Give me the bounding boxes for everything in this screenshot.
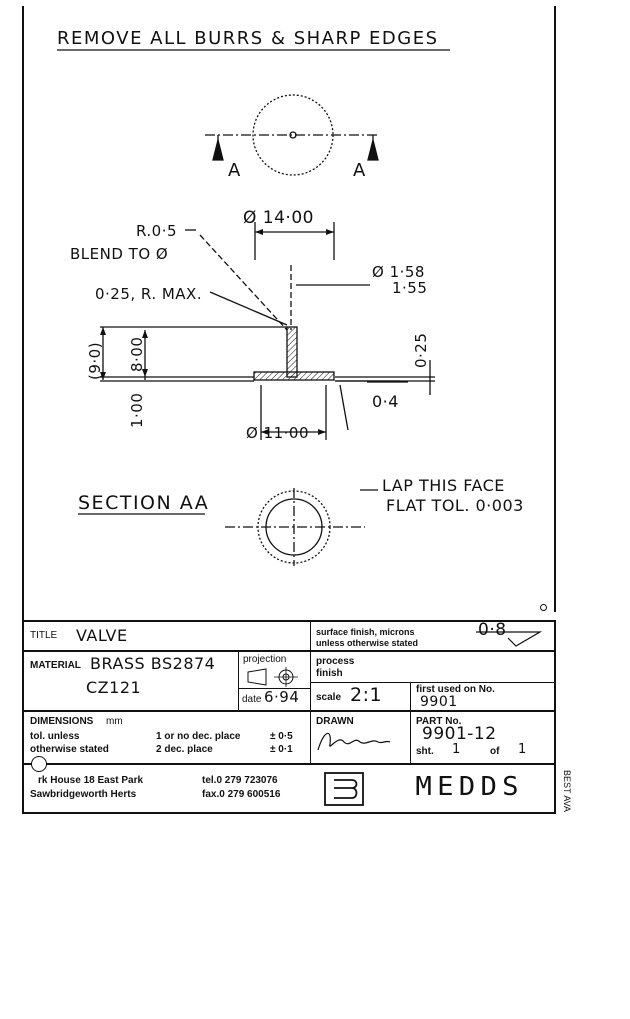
of-value: 1 [518,742,527,757]
otherwise-stated: otherwise stated [30,744,109,755]
sheet-label: sht. [416,746,434,757]
dim-dia-158: Ø 1·58 [372,263,425,281]
corner-mark [540,604,547,611]
tol-row1-text: 1 or no dec. place [156,731,241,742]
dim-9-arrow-top [100,327,106,335]
projection-label: projection [243,654,287,665]
title-value: VALVE [76,626,128,645]
surface-finish-symbol [474,626,544,648]
margin-side-text: BEST AVA [562,770,572,813]
tol-row1-value: ± 0·5 [270,731,293,742]
lap-note: LAP THIS FACE [382,476,505,495]
sheet-value: 1 [452,742,461,757]
drawn-signature [314,726,394,756]
chamfer-leader [210,292,287,325]
fax: fax.0 279 600516 [202,789,281,800]
section-letter-right: A [353,160,367,181]
projection-symbol [244,667,304,687]
first-used-label: first used on No. [416,684,495,695]
first-used-value: 9901 [420,694,458,710]
dim-11-arrow-right [318,429,326,435]
address-line-2: Sawbridgeworth Herts [30,789,137,800]
section-arrow-right-head [368,140,378,160]
tb-div-proj [238,652,239,710]
scale-value: 2:1 [350,684,383,706]
company-name: MEDDS [415,772,524,802]
tol-unless: tol. unless [30,731,80,742]
dim-14-arrow-right [326,229,334,235]
tb-row2 [24,710,556,712]
dim-025: 0·25 [412,332,430,368]
tb-row3 [24,763,556,765]
dim-04-leader [340,385,348,430]
dim-8: 8·00 [128,336,146,372]
tb-row1 [24,650,556,652]
dimensions-label: DIMENSIONS [30,716,94,727]
finish-label: finish [316,668,343,679]
tb-div-scale [311,682,556,683]
tb-div-part [410,712,411,763]
title-block [24,620,556,814]
material-label: MATERIAL [30,660,81,671]
blend-note: BLEND TO Ø [70,245,169,263]
date-value: 6·94 [264,688,300,706]
dimensions-unit: mm [106,716,123,727]
process-label: process [316,656,355,667]
address-line-1: rk House 18 East Park [38,775,144,786]
surface-finish-sub: unless otherwise stated [316,638,419,648]
dim-9: (9·0) [86,341,104,380]
company-logo [322,770,366,808]
tb-right [554,620,556,814]
punch-hole [31,756,47,772]
dim-14-arrow-left [255,229,263,235]
dim-100: 1·00 [128,392,146,428]
tb-bottom [24,812,556,814]
tb-top [24,620,556,622]
stem-section [287,327,297,377]
part-label: PART No. [416,716,462,727]
section-title: SECTION AA [78,492,210,514]
tol-row2-value: ± 0·1 [270,744,293,755]
part-value: 9901-12 [422,724,497,744]
material-code: CZ121 [86,678,142,697]
flat-note: FLAT TOL. 0·003 [386,496,524,515]
surface-finish-label: surface finish, microns [316,627,415,637]
radius-leader [200,235,287,330]
radius-note: R.0·5 [136,222,178,240]
date-label: date [242,694,262,705]
title-label: TITLE [30,630,58,641]
section-arrow-left-head [213,140,223,160]
tb-div-firstused [410,682,411,710]
telephone: tel.0 279 723076 [202,775,278,786]
section-letter-left: A [228,160,242,181]
dim-04: 0·4 [372,392,399,411]
scale-label: scale [316,692,342,703]
tol-row2-text: 2 dec. place [156,744,213,755]
flange-section [254,372,334,380]
dim-dia-155: 1·55 [392,279,428,297]
of-label: of [490,746,500,757]
surface-finish-value: 0·8 [478,620,507,640]
top-note: REMOVE ALL BURRS & SHARP EDGES [57,28,439,49]
dim-dia-14: Ø 14·00 [243,208,314,228]
drawn-label: DRAWN [316,716,354,727]
material-value: BRASS BS2874 [90,654,216,673]
dim-dia-11: Ø 11·00 [246,424,310,442]
tb-div-main [310,620,311,763]
chamfer-note: 0·25, R. MAX. [95,285,203,303]
